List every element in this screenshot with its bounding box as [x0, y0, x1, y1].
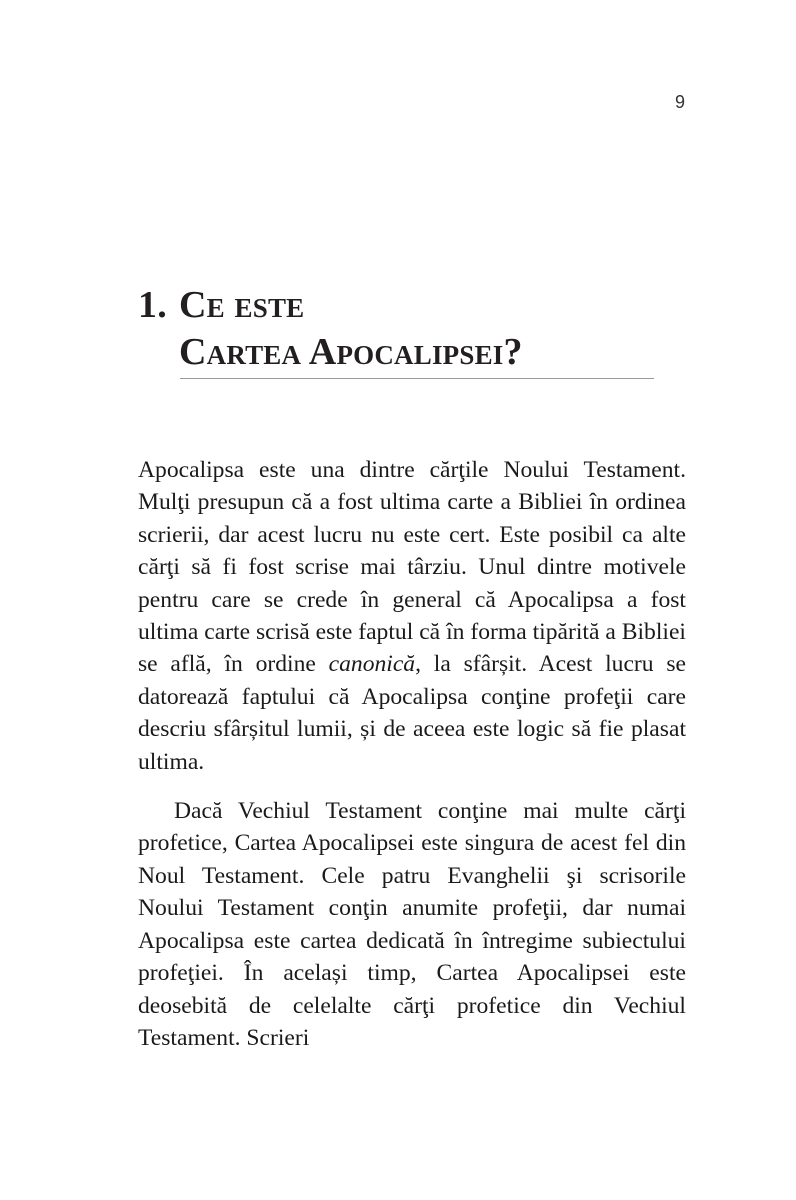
- paragraph-1: [138, 454, 686, 778]
- paragraph-2: Dacă Vechiul Testament conţine mai multe cărţi profetice, Cartea Apocalipsei este singura de acest fel din Noul Testament. Cele patru Evanghelii şi scrisorile Noului Testament conţin anumite profeţii, dar numai Apocalipsa este cartea dedicată în întregime subiectului profeţiei. În același timp, Cartea Apocalipsei este deosebită de celelalte cărţi profetice din Vechiul Testament. Scrieri: [138, 798, 686, 1051]
- heading-divider: [180, 378, 654, 379]
- body-text: [138, 454, 686, 1054]
- chapter-heading: [138, 282, 658, 376]
- chapter-title-line-1: Ce este: [179, 284, 305, 326]
- paragraph-1-text-a: Apocalipsa este una dintre cărţile Noului Testament. Mulţi presupun că a fost ultima carte a Bibliei în ordinea scrierii, dar acest lucru nu este cert. Este posibil ca alte cărţi să fi fost scrise mai târziu. Unul dintre motivele pentru care se crede în general că Apocalipsa a fost ultima carte scrisă este faptul că în forma tipărită a Bibliei se află, în ordine: [138, 457, 686, 678]
- page-number: 9: [674, 92, 685, 112]
- chapter-number: 1.: [138, 284, 167, 326]
- paragraph-1-text-b: , la sfârșit. Acest lucru se datorează faptului că Apocalipsa conţine profeţii care descriu sfârșitul lumii, și de aceea este logic să fie plasat ultima.: [138, 651, 686, 775]
- paragraph-1-italic-term: canonică: [328, 651, 416, 678]
- chapter-title-line-2: Cartea Apocalipsei?: [179, 331, 523, 373]
- chapter-heading-line-1: [138, 282, 658, 329]
